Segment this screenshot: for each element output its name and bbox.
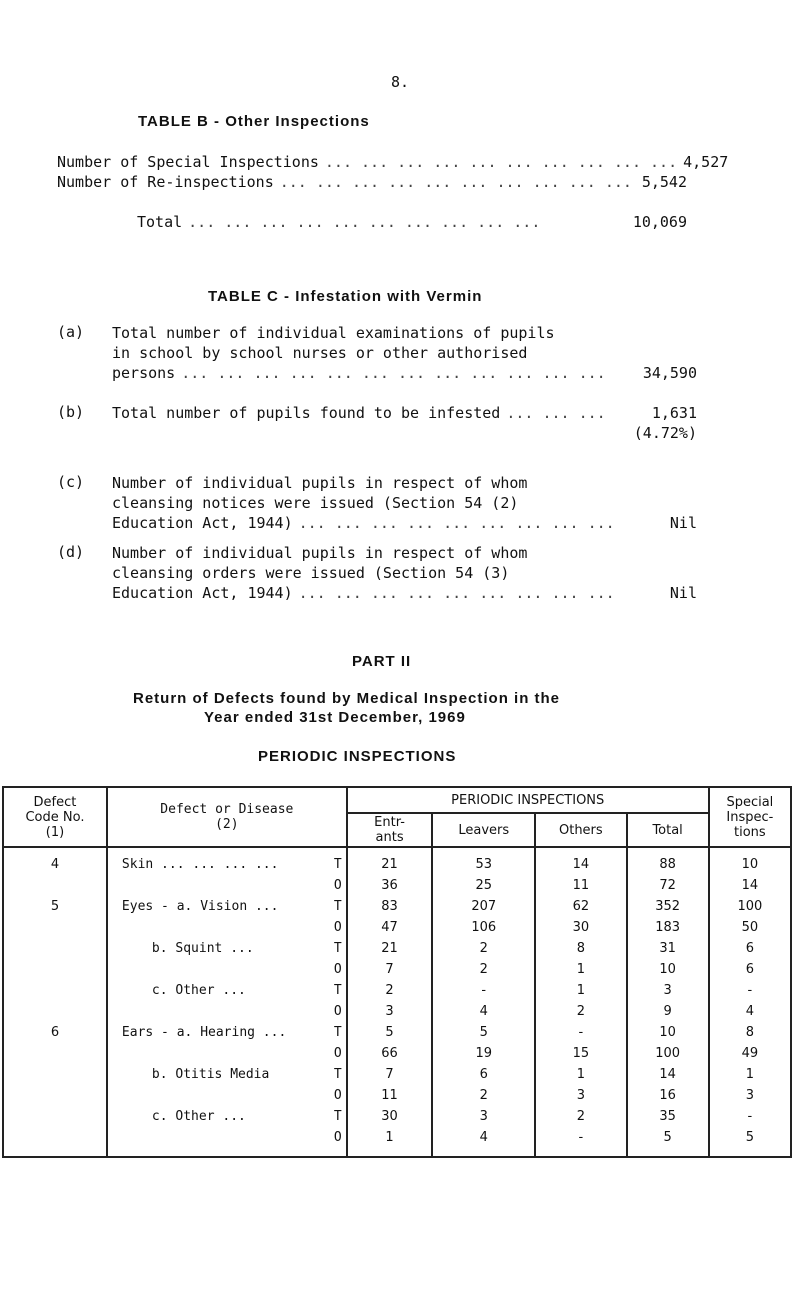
item-text: Education Act, 1944) [112,584,293,602]
header-total: Total [627,813,709,847]
header-periodic: PERIODIC INSPECTIONS [347,787,709,813]
cell-entrants: 7 [347,1064,433,1085]
cell-leavers: 25 [432,875,535,896]
cell-total: 72 [627,875,709,896]
cell-special: 14 [709,875,791,896]
header-others: Others [535,813,626,847]
cell-total: 88 [627,847,709,875]
table-row [3,896,791,917]
cell-entrants: 2 [347,980,433,1001]
cell-code [3,917,107,938]
table-row-spacer [3,1148,791,1157]
item-text: Education Act, 1944) [112,514,293,532]
cell-others: 62 [535,896,626,917]
part-title: PART II [352,653,412,670]
cell-others: - [535,1127,626,1148]
cell-entrants: 7 [347,959,433,980]
cell-t: O [308,1085,347,1106]
cell-special: 5 [709,1127,791,1148]
cell-entrants: 83 [347,896,433,917]
cell-entrants: 21 [347,847,433,875]
leader-dots: ... ... ... ... ... ... ... ... ... [298,514,615,532]
table-row [3,875,791,896]
cell-entrants: 1 [347,1127,433,1148]
leader-dots: ... ... ... ... ... ... ... ... ... [298,584,615,602]
cell-special: - [709,1106,791,1127]
header-special: Special Inspec- tions [709,787,791,847]
table-b-total [137,213,687,231]
cell-entrants: 11 [347,1085,433,1106]
cell-leavers: 6 [432,1064,535,1085]
cell-special: 49 [709,1043,791,1064]
cell-code [3,938,107,959]
cell-code [3,1001,107,1022]
cell-leavers: 19 [432,1043,535,1064]
item-value: Nil [669,584,697,602]
table-row [3,847,791,875]
cell-total: 352 [627,896,709,917]
cell-defect: c. Other ... [107,980,308,1001]
cell-code: 5 [3,896,107,917]
cell-entrants: 36 [347,875,433,896]
header-entrants: Entr- ants [347,813,433,847]
cell-leavers: 207 [432,896,535,917]
cell-defect [107,1085,308,1106]
cell-special: 3 [709,1085,791,1106]
table-b-title: TABLE B - Other Inspections [138,113,370,130]
cell-code [3,875,107,896]
cell-entrants: 3 [347,1001,433,1022]
cell-others: 1 [535,1064,626,1085]
cell-t: O [308,917,347,938]
cell-t: O [308,959,347,980]
cell-others: 15 [535,1043,626,1064]
item-percent: (4.72%) [633,424,697,442]
cell-t: T [308,1106,347,1127]
table-b-row [57,153,729,171]
cell-total: 183 [627,917,709,938]
cell-t: T [308,938,347,959]
cell-leavers: 2 [432,938,535,959]
cell-t: O [308,1043,347,1064]
item-text: Number of individual pupils in respect of whom [112,474,528,492]
cell-code [3,1106,107,1127]
cell-leavers: 2 [432,1085,535,1106]
table-row [3,1043,791,1064]
cell-leavers: 3 [432,1106,535,1127]
cell-code [3,1127,107,1148]
cell-leavers: 2 [432,959,535,980]
table-b-row-label: Number of Re-inspections [57,173,274,191]
cell-defect: Ears - a. Hearing ... [107,1022,308,1043]
cell-total: 31 [627,938,709,959]
cell-code [3,959,107,980]
cell-code [3,1043,107,1064]
cell-defect: Skin ... ... ... ... [107,847,308,875]
table-row [3,1127,791,1148]
cell-leavers: - [432,980,535,1001]
item-text: persons [112,364,176,382]
cell-total: 9 [627,1001,709,1022]
part-subtitle-2: Year ended 31st December, 1969 [204,709,466,726]
item-text: cleansing notices were issued (Section 54 (2) [112,494,519,512]
cell-code [3,1064,107,1085]
cell-entrants: 66 [347,1043,433,1064]
cell-others: 2 [535,1106,626,1127]
cell-total: 10 [627,959,709,980]
cell-entrants: 21 [347,938,433,959]
cell-leavers: 106 [432,917,535,938]
header-defect: Defect or Disease (2) [107,787,347,847]
item-text: Total number of pupils found to be infested [112,404,501,422]
cell-special: 6 [709,959,791,980]
cell-others: 30 [535,917,626,938]
cell-others: 1 [535,980,626,1001]
cell-special: 1 [709,1064,791,1085]
table-row [3,1001,791,1022]
cell-defect [107,875,308,896]
leader-dots: ... ... ... ... ... ... ... ... ... ... [188,213,541,231]
item-text: in school by school nurses or other authorised [112,344,528,362]
cell-entrants: 30 [347,1106,433,1127]
table-row [3,1022,791,1043]
cell-t: T [308,1064,347,1085]
table-row [3,917,791,938]
cell-entrants: 47 [347,917,433,938]
item-value: Nil [669,514,697,532]
cell-t: O [308,1001,347,1022]
cell-total: 35 [627,1106,709,1127]
cell-entrants: 5 [347,1022,433,1043]
defects-table [2,786,792,1158]
cell-leavers: 4 [432,1001,535,1022]
cell-t: T [308,847,347,875]
cell-leavers: 4 [432,1127,535,1148]
item-text: Total number of individual examinations of pupils [112,324,555,342]
cell-leavers: 5 [432,1022,535,1043]
cell-others: 14 [535,847,626,875]
table-b-total-value: 10,069 [632,213,687,231]
cell-others: 11 [535,875,626,896]
leader-dots: ... ... ... [506,404,606,422]
cell-total: 16 [627,1085,709,1106]
cell-others: 8 [535,938,626,959]
table-b-row-value: 5,542 [641,173,687,191]
cell-defect: c. Other ... [107,1106,308,1127]
item-letter: (b) [57,403,85,421]
table-c-title: TABLE C - Infestation with Vermin [208,288,483,305]
item-text: Number of individual pupils in respect of whom [112,544,528,562]
cell-defect [107,1127,308,1148]
cell-code [3,1085,107,1106]
item-value: 34,590 [642,364,697,382]
item-value: 1,631 [651,404,697,422]
item-text: cleansing orders were issued (Section 54 (3) [112,564,510,582]
cell-others: 1 [535,959,626,980]
cell-defect: Eyes - a. Vision ... [107,896,308,917]
table-row [3,959,791,980]
cell-special: 8 [709,1022,791,1043]
header-leavers: Leavers [432,813,535,847]
cell-defect [107,917,308,938]
leader-dots: ... ... ... ... ... ... ... ... ... ... [324,153,678,171]
cell-total: 5 [627,1127,709,1148]
cell-defect [107,959,308,980]
item-letter: (a) [57,323,85,341]
item-letter: (d) [57,543,85,561]
cell-special: - [709,980,791,1001]
item-letter: (c) [57,473,85,491]
leader-dots: ... ... ... ... ... ... ... ... ... ... ... ... [181,364,606,382]
cell-t: T [308,980,347,1001]
table-b-total-label: Total [137,213,183,231]
cell-t: O [308,875,347,896]
cell-code: 4 [3,847,107,875]
cell-special: 6 [709,938,791,959]
cell-defect: b. Otitis Media [107,1064,308,1085]
cell-t: T [308,1022,347,1043]
cell-total: 3 [627,980,709,1001]
cell-others: - [535,1022,626,1043]
table-b-row-value: 4,527 [683,153,729,171]
cell-defect [107,1043,308,1064]
part-subtitle-1: Return of Defects found by Medical Inspection in the [133,690,561,707]
table-row [3,980,791,1001]
cell-code: 6 [3,1022,107,1043]
cell-others: 3 [535,1085,626,1106]
cell-t: O [308,1127,347,1148]
table-b-row-label: Number of Special Inspections [57,153,319,171]
cell-leavers: 53 [432,847,535,875]
cell-special: 4 [709,1001,791,1022]
cell-total: 100 [627,1043,709,1064]
cell-defect: b. Squint ... [107,938,308,959]
cell-total: 10 [627,1022,709,1043]
header-code: Defect Code No. (1) [3,787,107,847]
cell-special: 10 [709,847,791,875]
table-row [3,1064,791,1085]
cell-special: 100 [709,896,791,917]
cell-others: 2 [535,1001,626,1022]
page-number: 8. [391,73,410,91]
cell-defect [107,1001,308,1022]
cell-total: 14 [627,1064,709,1085]
table-row [3,938,791,959]
leader-dots: ... ... ... ... ... ... ... ... ... ... [279,173,632,191]
table-row [3,1085,791,1106]
section-title: PERIODIC INSPECTIONS [258,748,457,765]
table-b-row [57,173,687,191]
cell-t: T [308,896,347,917]
table-row [3,1106,791,1127]
cell-special: 50 [709,917,791,938]
cell-code [3,980,107,1001]
